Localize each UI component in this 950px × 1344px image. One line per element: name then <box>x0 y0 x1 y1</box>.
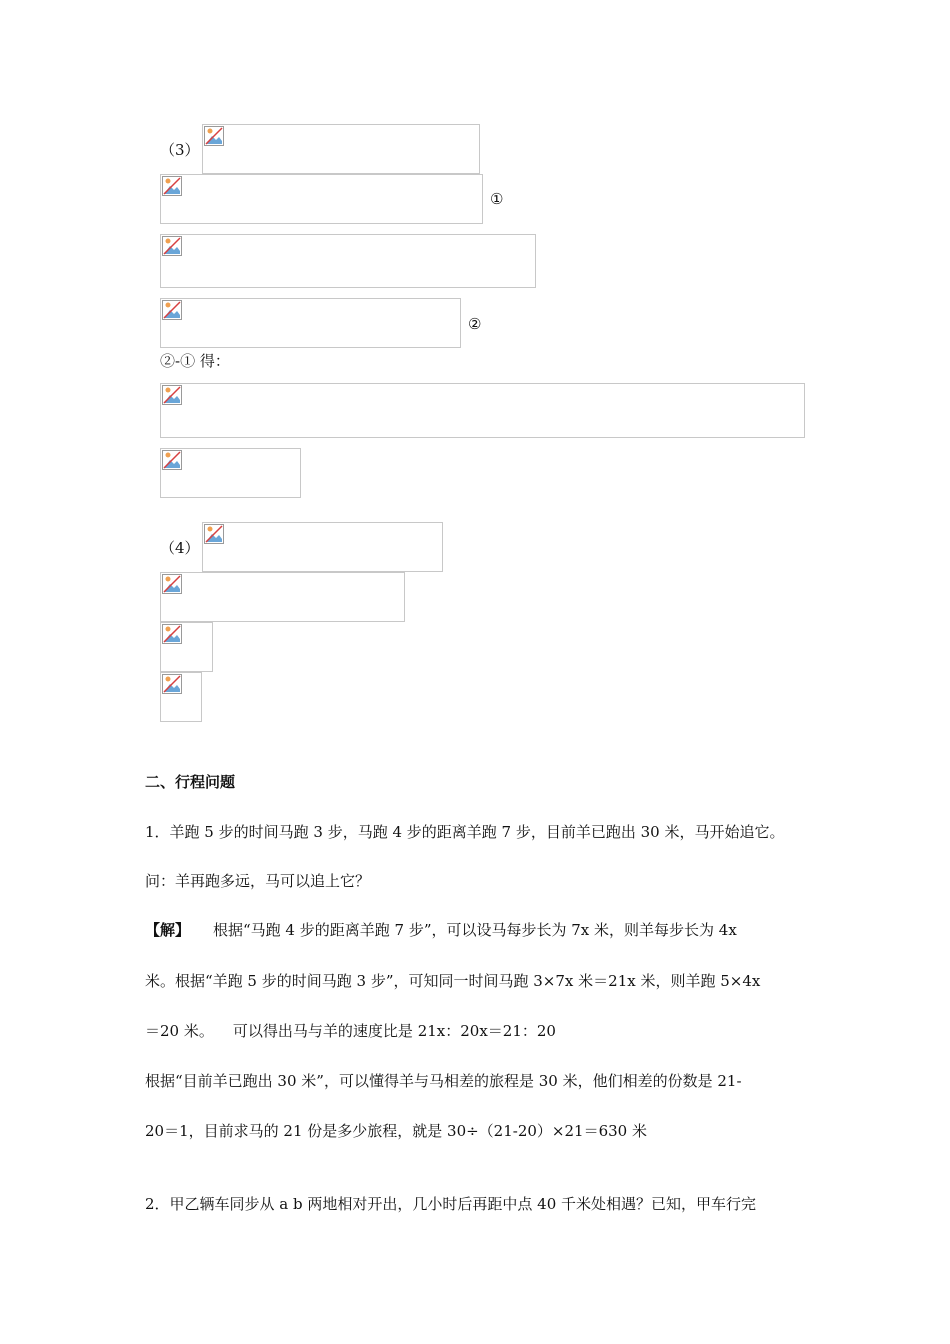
broken-image-icon <box>204 524 224 544</box>
equation-image-4 <box>160 298 461 348</box>
solution-label: 【解】 <box>145 921 191 939</box>
broken-image-icon <box>162 674 182 694</box>
section-heading: 二、行程问题 <box>145 773 236 791</box>
equation-image-2 <box>160 174 483 224</box>
part-4-label: （4） <box>160 539 200 557</box>
solution-line-1: 根据“马跑 4 步的距离羊跑 7 步”，可以设马每步长为 7x 米，则羊每步长为 4x <box>213 921 737 939</box>
equation-image-5 <box>160 383 805 438</box>
solution-line-2: 米。根据“羊跑 5 步的时间马跑 3 步”，可知同一时间马跑 3×7x 米＝21x 米，则羊跑 5×4x <box>145 972 761 990</box>
part-3-label: （3） <box>160 141 200 159</box>
equation-image-6 <box>160 448 301 498</box>
broken-image-icon <box>204 126 224 146</box>
solution-line-5: 20＝1，目前求马的 21 份是多少旅程，就是 30÷（21-20）×21＝630 米 <box>145 1122 647 1140</box>
solution-line-3: ＝20 米。 可以得出马与羊的速度比是 21x：20x＝21：20 <box>145 1022 556 1040</box>
broken-image-icon <box>162 624 182 644</box>
equation-image-9 <box>160 622 213 672</box>
broken-image-icon <box>162 176 182 196</box>
broken-image-icon <box>162 450 182 470</box>
derive-text: ②-① 得： <box>160 352 230 370</box>
broken-image-icon <box>162 574 182 594</box>
question-2-line-1: 2．甲乙辆车同步从 a b 两地相对开出，几小时后再距中点 40 千米处相遇？已知，甲车行完 <box>145 1195 757 1213</box>
equation-image-1 <box>202 124 480 174</box>
equation-image-7 <box>202 522 443 572</box>
solution-line-4: 根据“目前羊已跑出 30 米”，可以懂得羊与马相差的旅程是 30 米，他们相差的份数是 21- <box>145 1072 742 1090</box>
equation-image-3 <box>160 234 536 288</box>
question-1-line-1: 1．羊跑 5 步的时间马跑 3 步，马跑 4 步的距离羊跑 7 步，目前羊已跑出 30 米，马开始追它。 <box>145 823 785 841</box>
equation-marker-1: ① <box>490 190 504 208</box>
broken-image-icon <box>162 236 182 256</box>
equation-image-8 <box>160 572 405 622</box>
broken-image-icon <box>162 300 182 320</box>
broken-image-icon <box>162 385 182 405</box>
equation-image-10 <box>160 672 202 722</box>
question-1-line-2: 问：羊再跑多远，马可以追上它？ <box>145 872 371 890</box>
equation-marker-2: ② <box>468 315 482 333</box>
